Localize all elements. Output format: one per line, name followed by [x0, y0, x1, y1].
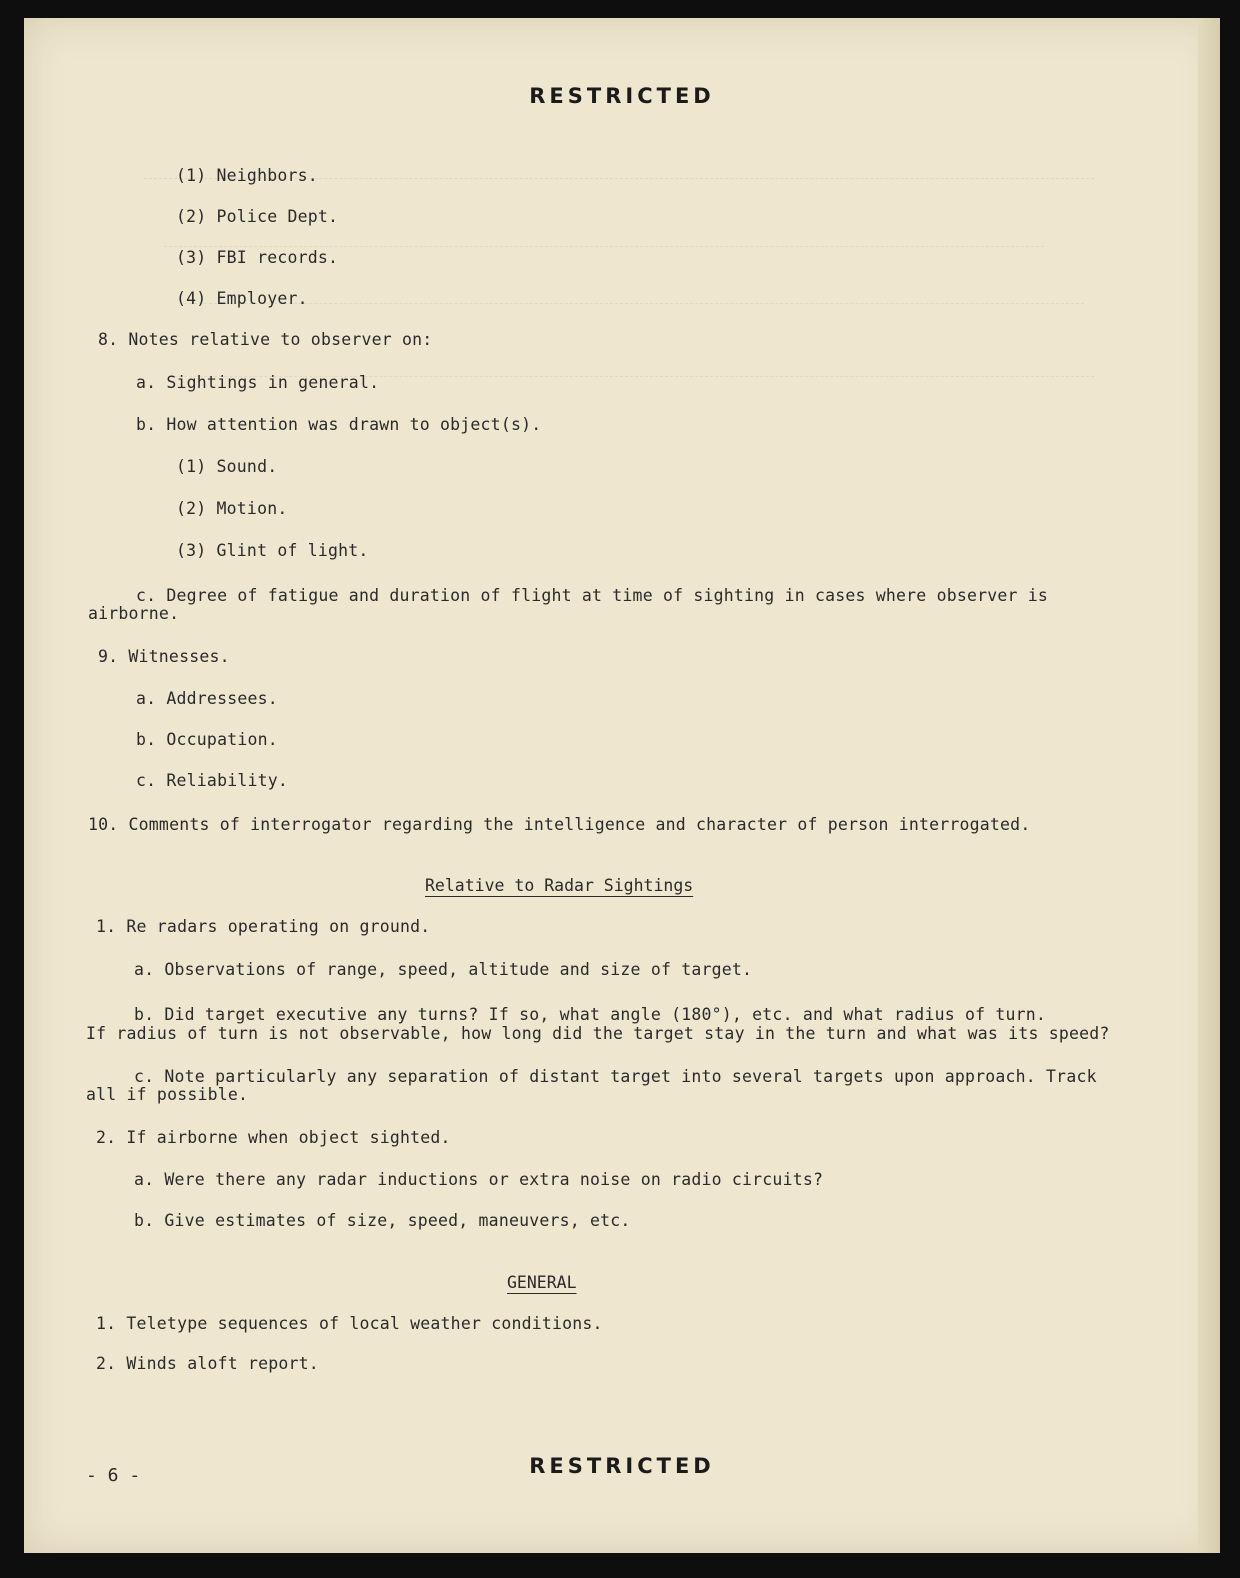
page-number: - 6 -	[86, 1465, 141, 1486]
section-heading-radar: Relative to Radar Sightings	[425, 876, 694, 895]
list-item: c. Reliability.	[136, 771, 289, 790]
list-item: (4) Employer.	[176, 289, 308, 308]
list-item: (3) Glint of light.	[176, 541, 369, 560]
list-item: (1) Sound.	[176, 457, 278, 476]
list-item: (3) FBI records.	[176, 248, 339, 267]
page-edge	[1198, 18, 1220, 1553]
list-item: 8. Notes relative to observer on:	[98, 330, 433, 349]
document-page	[24, 18, 1220, 1553]
list-item: a. Sightings in general.	[136, 373, 380, 392]
paragraph-line: all if possible.	[86, 1085, 249, 1104]
paragraph-line: b. Did target executive any turns? If so, what angle (180°), etc. and what radius of turn.	[134, 1005, 1047, 1024]
list-item: 1. Teletype sequences of local weather conditions.	[96, 1314, 603, 1333]
list-item: a. Were there any radar inductions or extra noise on radio circuits?	[134, 1170, 824, 1189]
list-item: b. How attention was drawn to object(s).	[136, 415, 542, 434]
list-item: (2) Police Dept.	[176, 207, 339, 226]
list-item: 9. Witnesses.	[98, 647, 230, 666]
classification-header: RESTRICTED	[529, 84, 715, 108]
classification-footer: RESTRICTED	[529, 1454, 715, 1478]
paragraph-line: c. Degree of fatigue and duration of flight at time of sighting in cases where observer is	[136, 586, 1049, 605]
list-item: b. Occupation.	[136, 730, 278, 749]
section-heading-general: GENERAL	[507, 1273, 577, 1292]
list-item: (1) Neighbors.	[176, 166, 318, 185]
list-item: a. Observations of range, speed, altitude and size of target.	[134, 960, 753, 979]
paragraph-line: c. Note particularly any separation of distant target into several targets upon approach. Track	[134, 1067, 1097, 1086]
paragraph-line: airborne.	[88, 604, 180, 623]
list-item: a. Addressees.	[136, 689, 278, 708]
paragraph-line: If radius of turn is not observable, how long did the target stay in the turn and what was its speed?	[86, 1024, 1110, 1043]
list-item: (2) Motion.	[176, 499, 288, 518]
list-item: 1. Re radars operating on ground.	[96, 917, 431, 936]
list-item: 2. If airborne when object sighted.	[96, 1128, 451, 1147]
list-item: 2. Winds aloft report.	[96, 1354, 319, 1373]
list-item: 10. Comments of interrogator regarding the intelligence and character of person interrogated.	[88, 815, 1031, 834]
list-item: b. Give estimates of size, speed, maneuvers, etc.	[134, 1211, 631, 1230]
